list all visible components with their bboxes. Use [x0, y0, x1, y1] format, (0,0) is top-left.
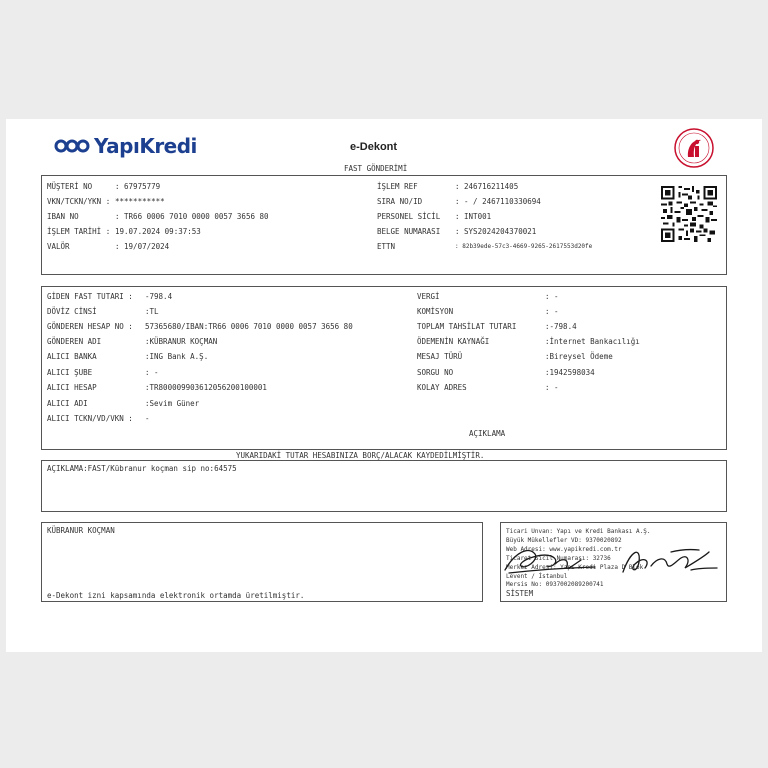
staff-id-label: PERSONEL SİCİL: [377, 212, 441, 221]
easy-address-label: KOLAY ADRES: [417, 383, 467, 392]
query-no-value: :1942598034: [545, 368, 595, 377]
easy-address-value: : -: [545, 383, 559, 392]
receiver-tax-id-value: -: [145, 414, 150, 423]
bank-address: Merkez Adresi: Yapı Kredi Plaza D Blok: [506, 564, 644, 571]
ettn-value: : 82b39ede-57c3-4669-9265-2617553d20fe: [455, 243, 593, 250]
electronic-notice: e-Dekont izni kapsamında elektronik ortamda üretilmiştir.: [47, 591, 305, 600]
total-collection-value: :-798.4: [545, 322, 577, 331]
customer-no-value: : 67975779: [115, 182, 161, 191]
receiver-tax-id-label: ALICI TCKN/VD/VKN :: [47, 414, 133, 423]
receiver-bank-value: :ING Bank A.Ş.: [145, 352, 209, 361]
bank-mersis-no: Mersis No: 0937002089200741: [506, 581, 604, 588]
bank-registry-no: Ticaret Sicil Numarası: 32736: [506, 555, 611, 562]
sender-name-value: :KÜBRANUR KOÇMAN: [145, 337, 218, 346]
receiver-account-value: :TR800009903612056200100001: [145, 383, 267, 392]
payment-source-value: :İnternet Bankacılığı: [545, 337, 640, 346]
yapikredi-logo-icon: [54, 137, 90, 155]
message-type-value: :Bireysel Ödeme: [545, 352, 613, 361]
signature-image: [495, 540, 725, 580]
transaction-date-label: İŞLEM TARİHİ :: [47, 227, 111, 236]
receiver-branch-label: ALICI ŞUBE: [47, 368, 93, 377]
document-title: e-Dekont: [350, 141, 398, 153]
value-date-label: VALÖR: [47, 242, 70, 251]
receiver-name-label: ALICI ADI: [47, 399, 88, 408]
description-text: AÇIKLAMA:FAST/Kübranur koçman sip no:64575: [47, 464, 237, 473]
transfer-details-box: [41, 286, 727, 450]
e-dekont-seal-icon: [673, 127, 715, 173]
customer-name: KÜBRANUR KOÇMAN: [47, 526, 115, 535]
receipt-subtitle: FAST GÖNDERİMİ: [344, 164, 408, 173]
outgoing-amount-value: -798.4: [145, 292, 173, 301]
commission-label: KOMİSYON: [417, 307, 454, 316]
iban-label: IBAN NO: [47, 212, 79, 221]
sender-name-label: GÖNDEREN ADI: [47, 337, 102, 346]
sender-account-value: 57365680/IBAN:TR66 0006 7010 0000 0057 3656 80: [145, 322, 353, 331]
payment-source-label: ÖDEMENİN KAYNAĞI: [417, 337, 490, 346]
outgoing-amount-label: GİDEN FAST TUTARI :: [47, 292, 133, 301]
commission-value: : -: [545, 307, 559, 316]
transaction-ref-value: : 246716211405: [455, 182, 519, 191]
receiver-name-value: :Sevim Güner: [145, 399, 200, 408]
sender-account-label: GÖNDEREN HESAP NO :: [47, 322, 133, 331]
iban-value: : TR66 0006 7010 0000 0057 3656 80: [115, 212, 269, 221]
sequence-no-value: : - / 2467110330694: [455, 197, 541, 206]
logo-text: YapıKredi: [94, 134, 197, 158]
receiver-branch-value: : -: [145, 368, 159, 377]
bank-trade-name: Ticari Unvan: Yapı ve Kredi Bankası A.Ş.: [506, 528, 651, 535]
ettn-label: ETTN: [377, 242, 396, 251]
yapikredi-logo: [54, 134, 197, 158]
tax-id-value: ***********: [115, 197, 165, 206]
receiver-account-label: ALICI HESAP: [47, 383, 97, 392]
transaction-ref-label: İŞLEM REF: [377, 182, 418, 191]
total-collection-label: TOPLAM TAHSİLAT TUTARI: [417, 322, 517, 331]
receiver-bank-label: ALICI BANKA: [47, 352, 97, 361]
currency-label: DÖVİZ CİNSİ: [47, 307, 97, 316]
currency-value: :TL: [145, 307, 159, 316]
staff-id-value: : INT001: [455, 212, 492, 221]
sequence-no-label: SIRA NO/ID: [377, 197, 423, 206]
message-type-label: MESAJ TÜRÜ: [417, 352, 463, 361]
transaction-date-value: 19.07.2024 09:37:53: [115, 227, 201, 236]
bank-tax-office: Büyük Mükellefler VD: 9370020892: [506, 537, 622, 544]
query-no-label: SORGU NO: [417, 368, 454, 377]
explanation-label: AÇIKLAMA: [469, 429, 506, 438]
value-date-value: : 19/07/2024: [115, 242, 170, 251]
system-label: SİSTEM: [506, 589, 534, 598]
bank-website: Web Adresi: www.yapikredi.com.tr: [506, 546, 622, 553]
qr-code-icon: [661, 186, 717, 242]
tax-value: : -: [545, 292, 559, 301]
document-no-value: : SYS2024204370021: [455, 227, 537, 236]
bank-city: Levent / İstanbul: [506, 573, 568, 580]
tax-id-label: VKN/TCKN/YKN :: [47, 197, 111, 206]
document-no-label: BELGE NUMARASI: [377, 227, 441, 236]
customer-no-label: MÜŞTERİ NO: [47, 182, 93, 191]
booking-notice: YUKARIDAKİ TUTAR HESABINIZA BORÇ/ALACAK KAYDEDİLMİŞTİR.: [236, 451, 485, 460]
tax-label: VERGİ: [417, 292, 440, 301]
